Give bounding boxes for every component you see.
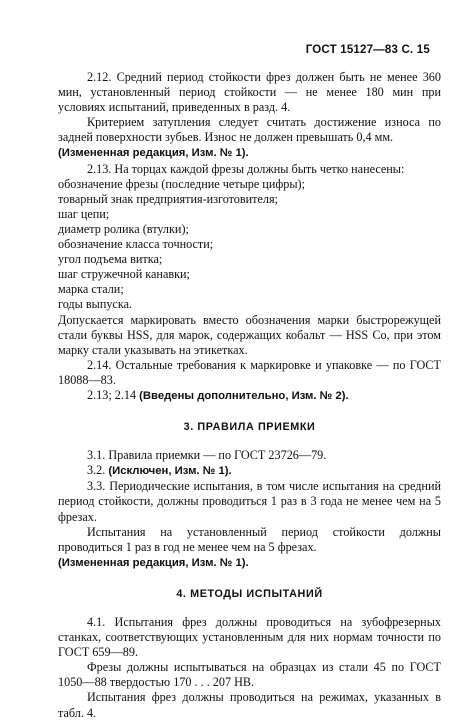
paragraph-tool-life-test: Испытания на установленный период стойкости должны проводиться 1 раз в год не менее чем на 5 фрезах. [58, 524, 441, 554]
section-4-heading: 4. МЕТОДЫ ИСПЫТАНИЙ [176, 587, 323, 600]
marking-item: годы выпуска. [58, 297, 133, 312]
section-3-heading: 3. ПРАВИЛА ПРИЕМКИ [183, 421, 316, 434]
paragraph-4-1: 4.1. Испытания фрез должны проводиться на зубофрезерных станках, соответствующих установленным для них нормам точности по ГОСТ 659—89. [58, 615, 441, 660]
amendment-line [58, 388, 441, 404]
paragraph-2-14: 2.14. Остальные требования к маркировке и упаковке — по ГОСТ 18088—83. [58, 357, 441, 387]
paragraph-wear-criterion: Критерием затупления следует считать достижение износа по задней поверхности зубьев. Износ не должен превышать 0,4 мм. [58, 115, 441, 145]
marking-item: марка стали; [58, 282, 124, 297]
amendment-note-text: (Измененная редакция, Изм. № 1). [58, 556, 249, 569]
marking-item: обозначение класса точности; [58, 237, 214, 252]
paragraph-test-modes: Испытания фрез должны проводиться на режимах, указанных в табл. 4. [58, 690, 441, 720]
marking-item: угол подъема витка; [58, 252, 163, 267]
paragraph-3-2 [58, 463, 441, 479]
amendment-note [58, 145, 441, 161]
paragraph-3-2-note: (Исключен, Изм. № 1). [108, 465, 232, 478]
amendment-line-note: (Введены дополнительно, Изм. № 2). [139, 389, 349, 402]
marking-item: обозначение фрезы (последние четыре цифры); [58, 176, 305, 191]
paragraph-2-12: 2.12. Средний период стойкости фрез должен быть не менее 360 мин, установленный период стойкости — не менее 180 мин при условиях испытаний, приведенных в разд. 4. [58, 70, 441, 115]
marking-item: диаметр ролика (втулки); [58, 221, 189, 236]
paragraph-3-1: 3.1. Правила приемки — по ГОСТ 23726—79. [87, 448, 327, 463]
document-body [58, 70, 441, 721]
paragraph-test-samples: Фрезы должны испытываться на образцах из стали 45 по ГОСТ 1050—88 твердостью 170 . . . 207 НВ. [58, 660, 441, 690]
paragraph-hss-marking: Допускается маркировать вместо обозначения марки быстрорежущей стали буквы HSS, для марок, содержащих кобальт — HSS Co, при этом марку стали указывать на этикетках. [58, 312, 441, 357]
page-header: ГОСТ 15127—83 С. 15 [305, 44, 430, 56]
marking-item: шаг стружечной канавки; [58, 267, 190, 282]
paragraph-3-3: 3.3. Периодические испытания, в том числе испытания на средний период стойкости, должны проводиться 1 раз в 3 года не менее чем на 5 фрезах. [58, 479, 441, 524]
amendment-note-text: (Измененная редакция, Изм. № 1). [58, 147, 249, 160]
paragraph-2-13: 2.13. На торцах каждой фрезы должны быть четко нанесены: [87, 161, 405, 176]
paragraph-3-2-lead: 3.2. [87, 463, 106, 478]
marking-item: товарный знак предприятия-изготовителя; [58, 191, 278, 206]
marking-item: шаг цепи; [58, 206, 110, 221]
amendment-line-lead: 2.13; 2.14 [87, 387, 137, 402]
amendment-note [58, 555, 441, 571]
